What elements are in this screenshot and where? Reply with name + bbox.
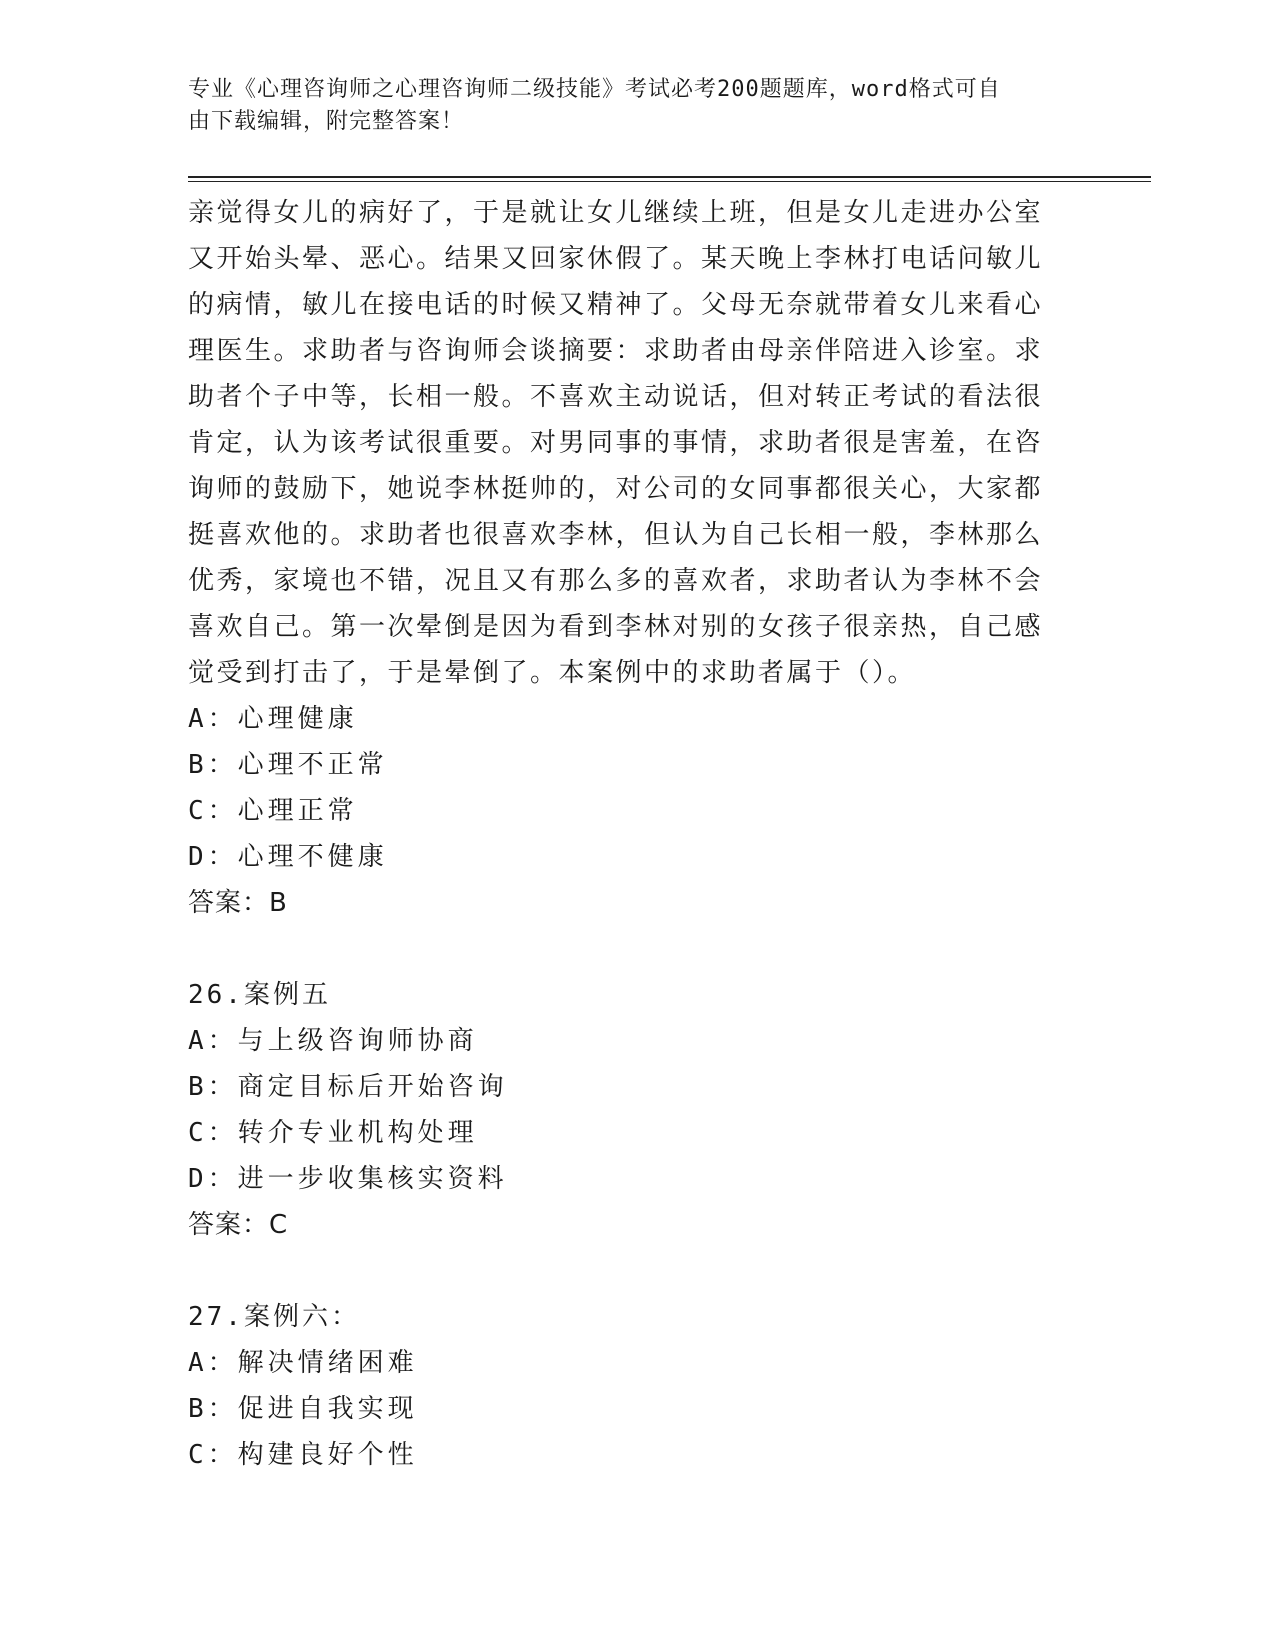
- option-c: C：构建良好个性: [188, 1440, 418, 1470]
- spacer: [188, 926, 1068, 972]
- option-d: D：进一步收集核实资料: [188, 1164, 508, 1194]
- passage-line: 喜欢自己。第一次晕倒是因为看到李林对别的女孩子很亲热，自己感: [188, 612, 1044, 642]
- passage-line: 肯定，认为该考试很重要。对男同事的事情，求助者很是害羞，在咨: [188, 428, 1044, 458]
- option-d: D：心理不健康: [188, 842, 388, 872]
- passage-line: 挺喜欢他的。求助者也很喜欢李林，但认为自己长相一般，李林那么: [188, 520, 1044, 550]
- option-b: B：促进自我实现: [188, 1394, 418, 1424]
- passage-line: 亲觉得女儿的病好了，于是就让女儿继续上班，但是女儿走进办公室: [188, 198, 1044, 228]
- header-line-2: 由下载编辑，附完整答案！: [188, 109, 465, 134]
- question-27: [188, 1294, 1068, 1478]
- question-25-options: [188, 696, 1068, 926]
- option-c: C：转介专业机构处理: [188, 1118, 478, 1148]
- passage-line: 优秀，家境也不错，况且又有那么多的喜欢者，求助者认为李林不会: [188, 566, 1044, 596]
- question-title: 26.案例五: [188, 980, 331, 1010]
- case-passage: [188, 190, 1068, 696]
- answer-line: 答案：C: [188, 1210, 289, 1240]
- option-c: C：心理正常: [188, 796, 358, 826]
- passage-line: 又开始头晕、恶心。结果又回家休假了。某天晚上李林打电话问敏儿: [188, 244, 1044, 274]
- option-a: A：与上级咨询师协商: [188, 1026, 478, 1056]
- document-header: [188, 74, 1068, 138]
- option-b: B：心理不正常: [188, 750, 388, 780]
- passage-line: 觉受到打击了，于是晕倒了。本案例中的求助者属于（）。: [188, 658, 917, 688]
- header-rule-thin: [188, 181, 1151, 182]
- passage-line: 助者个子中等，长相一般。不喜欢主动说话，但对转正考试的看法很: [188, 382, 1044, 412]
- passage-line: 理医生。求助者与咨询师会谈摘要：求助者由母亲伴陪进入诊室。求: [188, 336, 1044, 366]
- answer-line: 答案：B: [188, 888, 288, 918]
- question-26: [188, 972, 1068, 1248]
- spacer: [188, 1248, 1068, 1294]
- option-a: A：解决情绪困难: [188, 1348, 418, 1378]
- passage-line: 询师的鼓励下，她说李林挺帅的，对公司的女同事都很关心，大家都: [188, 474, 1044, 504]
- header-line-1: 专业《心理咨询师之心理咨询师二级技能》考试必考200题题库，word格式可自: [188, 77, 1001, 102]
- option-a: A：心理健康: [188, 704, 358, 734]
- document-body: [188, 190, 1068, 1478]
- passage-line: 的病情，敏儿在接电话的时候又精神了。父母无奈就带着女儿来看心: [188, 290, 1044, 320]
- header-rule-thick: [188, 176, 1151, 178]
- option-b: B：商定目标后开始咨询: [188, 1072, 508, 1102]
- question-title: 27.案例六：: [188, 1302, 360, 1332]
